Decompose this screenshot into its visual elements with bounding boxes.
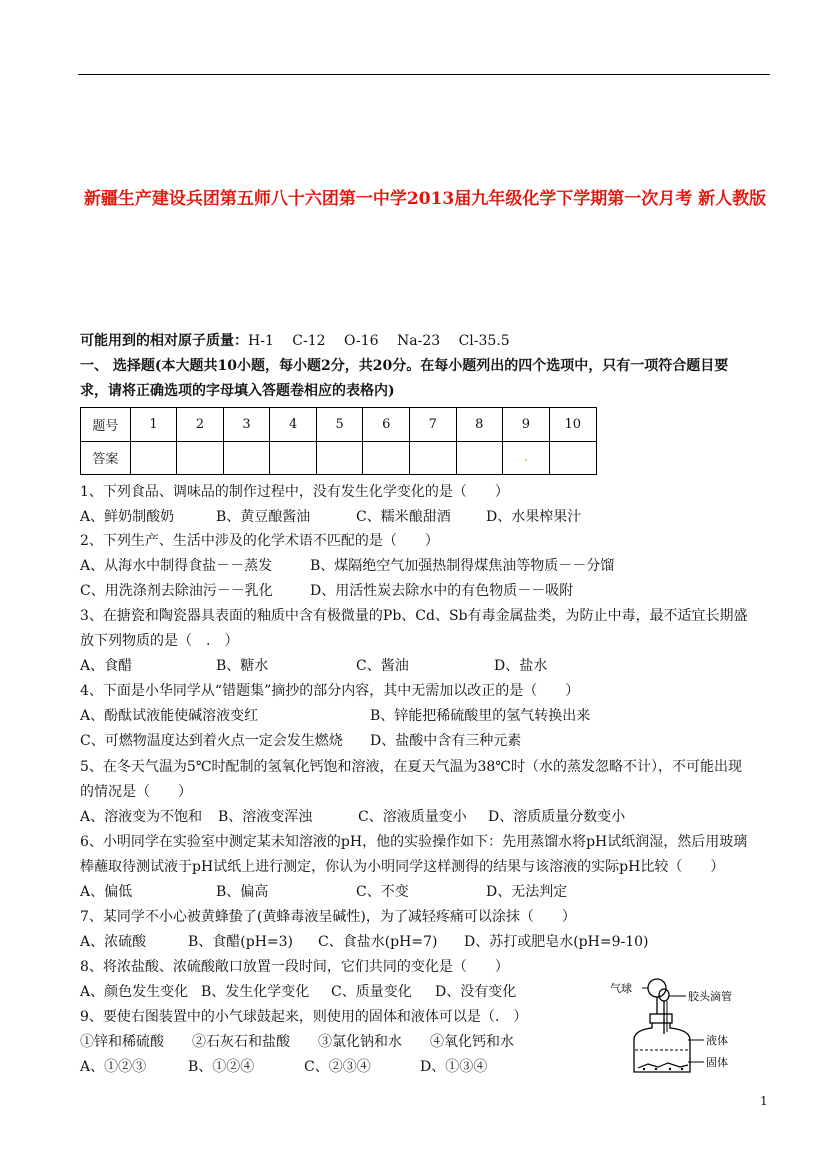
header-rule [78,74,770,75]
option-d: D、①③④ [420,1059,488,1075]
option-c: C、用洗涤剂去除油污－－乳化 [80,583,273,599]
table-header-answer: 答案 [81,441,131,475]
table-cell: 9 [503,408,550,442]
option-c: C、溶液质量变小 [358,809,467,825]
answer-cell [130,441,177,475]
option-b: B、偏高 [216,884,269,900]
option-a: A、从海水中制得食盐－－蒸发 [80,558,273,574]
table-row [81,408,597,442]
page-number: 1 [760,1094,768,1108]
question-6-options [80,882,680,902]
option-c: C、糯米酿甜酒 [356,509,451,525]
answer-cell [363,441,410,475]
option-b: B、锌能把稀硫酸里的氢气转换出来 [370,708,591,724]
question-4-options-row2 [80,731,720,751]
question-6-stem-line1: 6、小明同学在实验室中测定某未知溶液的pH，他的实验操作如下：先用蒸馏水将pH试纸润湿，然后用玻璃 [80,834,748,850]
question-1-stem: 1、下列食品、调味品的制作过程中，没有发生化学变化的是（ ） [80,484,509,500]
answer-cell [270,441,317,475]
question-7-stem: 7、某同学不小心被黄蜂蛰了(黄蜂毒液呈碱性)，为了减轻疼痛可以涂抹（ ） [80,909,576,925]
document-title: 新疆生产建设兵团第五师八十六团第一中学2013届九年级化学下学期第一次月考 新人教版 [83,189,767,209]
atomic-mass-line [80,331,510,351]
option-d: D、盐酸中含有三种元素 [370,733,522,749]
balloon-icon [648,979,666,1014]
question-8-stem: 8、将浓盐酸、浓硫酸敞口放置一段时间，它们共同的变化是（ ） [80,959,509,975]
question-8-options [80,982,600,1002]
option-d: D、没有变化 [435,984,517,1000]
question-2-options-row2 [80,581,720,601]
option-b: B、①②④ [188,1059,255,1075]
question-5-options [80,807,720,827]
table-cell: 1 [130,408,177,442]
option-a: A、食醋 [80,658,133,674]
option-b: B、食醋(pH=3) [188,934,294,950]
question-2-stem: 2、下列生产、生活中涉及的化学术语不匹配的是（ ） [80,533,439,549]
apparatus-figure [608,976,773,1076]
option-c: C、可燃物温度达到着火点一定会发生燃烧 [80,733,343,749]
table-cell: 6 [363,408,410,442]
table-cell: 10 [549,408,596,442]
option-a: A、鲜奶制酸奶 [80,509,175,525]
question-4-stem: 4、下面是小华同学从“错题集”摘抄的部分内容，其中无需加以改正的是（ ） [80,683,580,699]
option-d: D、水果榨果汁 [486,509,582,525]
solid-label: 固体 [706,1056,728,1069]
option-c: C、酱油 [356,658,409,674]
table-cell: 3 [223,408,270,442]
question-5-stem-line1: 5、在冬天气温为5℃时配制的氢氧化钙饱和溶液，在夏天气温为38℃时（水的蒸发忽略不计），不可能出现 [80,759,742,775]
question-3-stem-line1: 3、在搪瓷和陶瓷器具表面的釉质中含有极微量的Pb、Cd、Sb有毒金属盐类，为防止中毒，最不适宜长期盛 [80,608,748,624]
answer-cell [456,441,503,475]
question-9-stem: 9、要使右图装置中的小气球鼓起来，则使用的固体和液体可以是（. ） [80,1009,528,1025]
option-d: D、用活性炭去除水中的有色物质－－吸附 [310,583,574,599]
option-c: C、②③④ [304,1059,371,1075]
answer-cell [409,441,456,475]
option-b: B、黄豆酿酱油 [216,509,311,525]
balloon-label: 气球 [610,982,632,995]
option-b: B、糖水 [216,658,269,674]
question-3-stem-line2: 放下列物质的是（ . ） [80,633,239,649]
table-cell: 2 [177,408,224,442]
option-c: C、不变 [356,884,409,900]
table-header-number: 题号 [81,408,131,442]
liquid-label: 液体 [706,1034,728,1047]
option-a: A、颜色发生变化 [80,984,189,1000]
question-7-options [80,932,700,952]
table-row [81,441,597,475]
flask-icon [634,1014,690,1072]
answer-cell [223,441,270,475]
answer-table [80,407,597,475]
question-5-stem-line2: 的情况是（ ） [80,784,192,800]
option-a: A、偏低 [80,884,133,900]
option-a: A、酚酞试液能使碱溶液变红 [80,708,259,724]
option-d: D、苏打或肥皂水(pH=9-10) [464,934,649,950]
atomic-mass-values: H-1 C-12 O-16 Na-23 Cl-35.5 [248,333,510,349]
table-cell: 5 [316,408,363,442]
section-heading-line1: 一、 选择题(本大题共10小题，每小题2分，共20分。在每小题列出的四个选项中，只有一项符合题目要 [80,358,729,374]
answer-cell [177,441,224,475]
table-cell: 8 [456,408,503,442]
option-a: A、溶液变为不饱和 [80,809,203,825]
question-4-options-row1 [80,706,720,726]
question-2-options-row1 [80,556,720,576]
option-b: B、发生化学变化 [201,984,310,1000]
answer-cell [549,441,596,475]
section-heading-line2: 求，请将正确选项的字母填入答题卷相应的表格内) [80,383,395,399]
question-3-options [80,656,680,676]
question-1-options [80,507,680,527]
table-cell: 7 [409,408,456,442]
option-d: D、盐水 [494,658,548,674]
option-d: D、无法判定 [486,884,568,900]
option-a: A、浓硫酸 [80,934,147,950]
question-6-stem-line2: 棒蘸取待测试液于pH试纸上进行测定，你认为小明同学这样测得的结果与该溶液的实际pH比较（ ） [80,859,725,875]
question-9-options [80,1057,600,1077]
option-b: B、煤隔绝空气加强热制得煤焦油等物质－－分馏 [310,558,615,574]
question-9-combinations: ①锌和稀硫酸 ②石灰石和盐酸 ③氯化钠和水 ④氧化钙和水 [80,1034,514,1050]
answer-cell [316,441,363,475]
dropper-label: 胶头滴管 [688,990,732,1003]
option-d: D、溶质质量分数变小 [488,809,626,825]
answer-cell: . [503,441,550,475]
option-c: C、质量变化 [331,984,412,1000]
option-a: A、①②③ [80,1059,147,1075]
option-c: C、食盐水(pH=7) [318,934,438,950]
option-b: B、溶液变浑浊 [218,809,313,825]
atomic-mass-label: 可能用到的相对原子质量： [80,333,248,349]
table-cell: 4 [270,408,317,442]
